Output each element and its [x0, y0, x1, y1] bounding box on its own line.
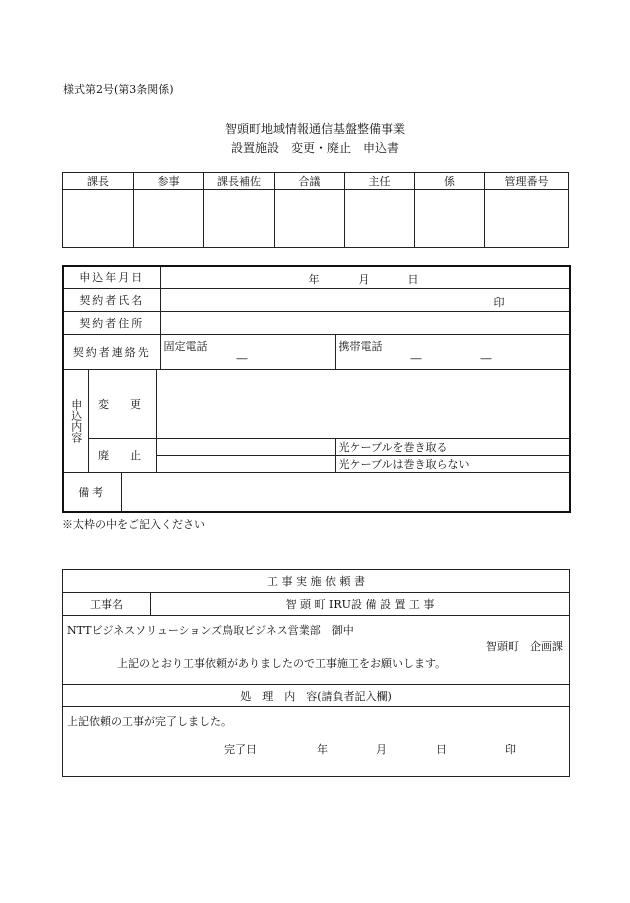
approval-header-kakari: 係 — [415, 173, 485, 190]
management-number-box[interactable] — [485, 190, 569, 248]
cable-remove-checkbox[interactable] — [156, 438, 335, 455]
cable-remove-option: 光ケーブルを巻き取る — [335, 438, 570, 455]
form-number: 様式第2号(第3条関係) — [63, 83, 174, 96]
approval-header-shunin: 主任 — [345, 173, 415, 190]
work-name-value: 智 頭 町 IRU設 備 設 置 工 事 — [151, 593, 570, 616]
approval-table — [62, 172, 569, 248]
contractor-contact-label: 契約者連絡先 — [63, 334, 160, 369]
cable-keep-checkbox[interactable] — [156, 455, 335, 472]
completion-month-label: 月 — [376, 743, 387, 756]
completion-date-label: 完了日 — [224, 743, 257, 756]
stamp-box-aigi[interactable] — [275, 190, 345, 248]
processing-title: 処 理 内 容(請負者記入欄) — [63, 685, 570, 707]
mobile-dash-2: ― — [480, 351, 492, 365]
request-message: 上記のとおり工事依頼がありましたので工事施工をお願いします。 — [117, 657, 447, 670]
stamp-box-shunin[interactable] — [345, 190, 415, 248]
construction-request-table — [62, 569, 570, 777]
stamp-box-kakari[interactable] — [415, 190, 485, 248]
date-day-label: 日 — [407, 273, 419, 286]
stamp-box-kacho[interactable] — [63, 190, 134, 248]
addressee: NTTビジネスソリューションズ鳥取ビジネス営業部 御中 — [67, 624, 354, 637]
approval-header-aigi: 合議 — [275, 173, 345, 190]
contractor-name-label: 契約者氏名 — [63, 288, 160, 311]
mobile-label: 携帯電話 — [338, 339, 383, 353]
contractor-name-field[interactable] — [160, 288, 570, 311]
mobile-phone-field[interactable] — [335, 334, 570, 369]
document-subtitle: 設置施設 変更・廃止 申込書 — [230, 141, 399, 155]
contractor-address-field[interactable] — [160, 311, 570, 334]
landline-label: 固定電話 — [163, 339, 208, 353]
landline-dash: ― — [236, 351, 248, 365]
cancel-label: 廃 止 — [88, 438, 156, 472]
approval-header-kanri-bango: 管理番号 — [485, 173, 569, 190]
request-body — [63, 616, 570, 685]
cable-keep-option: 光ケーブルは巻き取らない — [335, 455, 570, 472]
approval-header-kacho: 課長 — [63, 173, 134, 190]
change-label: 変 更 — [88, 369, 156, 438]
landline-phone-field[interactable] — [160, 334, 335, 369]
approval-header-kacho-hosa: 課長補佐 — [204, 173, 275, 190]
work-name-label: 工事名 — [63, 593, 151, 616]
date-month-label: 月 — [358, 273, 370, 286]
contractor-address-label: 契約者住所 — [63, 311, 160, 334]
fill-in-note: ※太枠の中をご記入ください — [62, 518, 205, 531]
request-title: 工 事 実 施 依 頼 書 — [63, 570, 570, 593]
completion-seal-mark: 印 — [505, 743, 516, 756]
application-table — [62, 265, 571, 513]
completion-day-label: 日 — [436, 743, 447, 756]
document-title: 智頭町地域情報通信基盤整備事業 — [224, 122, 405, 136]
application-date-field[interactable] — [160, 266, 570, 288]
remarks-field[interactable] — [121, 472, 570, 512]
sender-department: 智頭町 企画課 — [486, 640, 564, 653]
date-year-label: 年 — [308, 273, 320, 286]
completion-year-label: 年 — [317, 743, 328, 756]
remarks-label: 備考 — [63, 472, 121, 512]
mobile-dash-1: ― — [410, 351, 422, 365]
application-date-label: 申込年月日 — [63, 266, 160, 288]
stamp-box-sanji[interactable] — [134, 190, 204, 248]
change-details-field[interactable] — [156, 369, 570, 438]
completion-message: 上記依頼の工事が完了しました。 — [67, 715, 232, 728]
completion-section — [63, 707, 570, 777]
seal-mark: 印 — [493, 295, 505, 309]
application-content-label — [63, 369, 88, 472]
approval-header-sanji: 参事 — [134, 173, 204, 190]
stamp-box-kacho-hosa[interactable] — [204, 190, 275, 248]
application-content-text: 申込内容 — [69, 398, 83, 443]
